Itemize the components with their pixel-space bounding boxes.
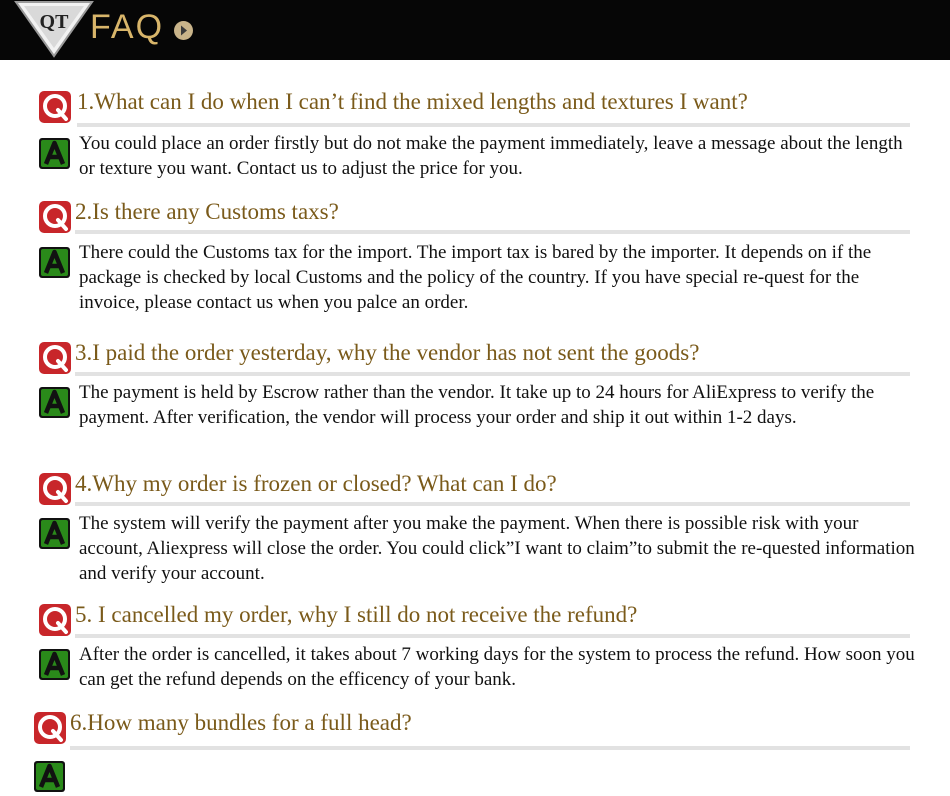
- q-icon: [38, 200, 72, 234]
- faq-question: 2.Is there any Customs taxs?: [75, 199, 339, 224]
- faq-answer: The payment is held by Escrow rather than the vendor. It take up to 24 hours for AliExpress to verify the payment. After verification, the vendor will process your order and ship it out within 1-2 days.: [79, 382, 875, 428]
- q-icon: [38, 90, 72, 124]
- faq-question: 1.What can I do when I can’t find the mixed lengths and textures I want?: [77, 89, 748, 114]
- a-icon: [38, 517, 71, 550]
- qt-logo-icon: [14, 0, 94, 58]
- faq-question: 4.Why my order is frozen or closed? What can I do?: [75, 471, 557, 496]
- arrow-right-circle-icon[interactable]: [173, 20, 194, 41]
- a-icon: [33, 760, 66, 793]
- logo-text: QT: [39, 11, 69, 33]
- a-icon: [38, 246, 71, 279]
- question-divider: [75, 230, 910, 234]
- q-icon: [33, 711, 67, 745]
- header-bar: [0, 0, 950, 60]
- faq-question: 5. I cancelled my order, why I still do not receive the refund?: [75, 602, 638, 627]
- question-divider: [77, 123, 910, 127]
- a-icon: [38, 137, 71, 170]
- page-title: FAQ: [90, 8, 165, 46]
- faq-question: 3.I paid the order yesterday, why the vendor has not sent the goods?: [75, 340, 700, 365]
- question-divider: [75, 502, 910, 506]
- a-icon: [38, 386, 71, 419]
- q-icon: [38, 603, 72, 637]
- q-icon: [38, 341, 72, 375]
- faq-answer: You could place an order firstly but do not make the payment immediately, leave a message about the length or texture you want. Contact us to adjust the price for you.: [79, 133, 903, 179]
- a-icon: [38, 648, 71, 681]
- faq-question: 6.How many bundles for a full head?: [70, 710, 412, 735]
- question-divider: [75, 634, 910, 638]
- q-icon: [38, 472, 72, 506]
- faq-answer: There could the Customs tax for the import. The import tax is bared by the importer. It depends on if the package is checked by local Customs and the policy of the country. If you have special re-quest for the invoice, please contact us when you palce an order.: [79, 242, 872, 313]
- faq-answer: After the order is cancelled, it takes about 7 working days for the system to process the refund. How soon you can get the refund depends on the efficency of your bank.: [79, 644, 915, 690]
- question-divider: [75, 372, 910, 376]
- question-divider: [70, 746, 910, 750]
- faq-answer: The system will verify the payment after you make the payment. When there is possible risk with your account, Aliexpress will close the order. You could click”I want to claim”to submit the re-quested information and verify your account.: [79, 513, 915, 584]
